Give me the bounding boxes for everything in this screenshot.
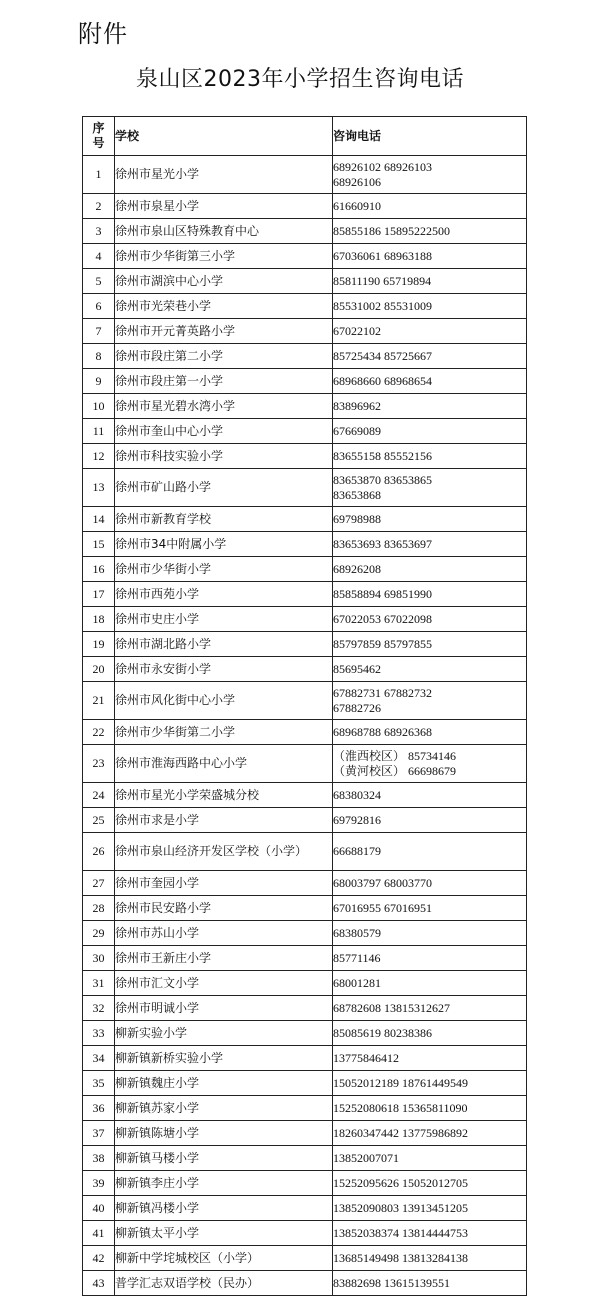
phone-numbers: 85085619 80238386	[333, 1021, 527, 1046]
table-row	[83, 394, 527, 419]
row-number: 30	[83, 946, 115, 971]
table-row	[83, 1096, 527, 1121]
school-name: 徐州市湖滨中心小学	[115, 269, 333, 294]
school-name: 徐州市星光碧水湾小学	[115, 394, 333, 419]
phone-numbers: 67036061 68963188	[333, 244, 527, 269]
row-number: 9	[83, 369, 115, 394]
header-phone: 咨询电话	[333, 117, 527, 156]
school-name: 徐州市汇文小学	[115, 971, 333, 996]
phone-numbers: 13852090803 13913451205	[333, 1196, 527, 1221]
table-row	[83, 1171, 527, 1196]
row-number: 4	[83, 244, 115, 269]
header-seq: 序 号	[83, 117, 115, 156]
table-row	[83, 996, 527, 1021]
table-row	[83, 657, 527, 682]
consultation-phone-table	[82, 116, 527, 1296]
row-number: 23	[83, 745, 115, 783]
table-row	[83, 156, 527, 194]
table-row	[83, 632, 527, 657]
phone-numbers: 85531002 85531009	[333, 294, 527, 319]
table-row	[83, 1271, 527, 1296]
table-row	[83, 971, 527, 996]
table-row	[83, 946, 527, 971]
row-number: 13	[83, 469, 115, 507]
school-name: 徐州市34中附属小学	[115, 532, 333, 557]
phone-numbers: 83655158 85552156	[333, 444, 527, 469]
school-name: 徐州市湖北路小学	[115, 632, 333, 657]
table-row	[83, 783, 527, 808]
table-row	[83, 1121, 527, 1146]
row-number: 15	[83, 532, 115, 557]
school-name: 柳新镇马楼小学	[115, 1146, 333, 1171]
school-name: 徐州市奎园小学	[115, 871, 333, 896]
school-name: 柳新中学垞城校区（小学）	[115, 1246, 333, 1271]
phone-numbers: 68926208	[333, 557, 527, 582]
school-name: 徐州市风化街中心小学	[115, 682, 333, 720]
school-name: 徐州市史庄小学	[115, 607, 333, 632]
phone-numbers: （淮西校区） 85734146 （黄河校区） 66698679	[333, 745, 527, 783]
table-row	[83, 1221, 527, 1246]
row-number: 20	[83, 657, 115, 682]
school-name: 徐州市段庄第一小学	[115, 369, 333, 394]
phone-numbers: 68003797 68003770	[333, 871, 527, 896]
document-title: 泉山区2023年小学招生咨询电话	[136, 67, 464, 92]
phone-numbers: 85858894 69851990	[333, 582, 527, 607]
phone-numbers: 67016955 67016951	[333, 896, 527, 921]
school-name: 柳新镇冯楼小学	[115, 1196, 333, 1221]
school-name: 徐州市王新庄小学	[115, 946, 333, 971]
school-name: 徐州市西苑小学	[115, 582, 333, 607]
school-name: 徐州市少华街第二小学	[115, 720, 333, 745]
school-name: 徐州市求是小学	[115, 808, 333, 833]
row-number: 14	[83, 507, 115, 532]
phone-numbers: 69792816	[333, 808, 527, 833]
phone-numbers: 83653693 83653697	[333, 532, 527, 557]
phone-numbers: 61660910	[333, 194, 527, 219]
row-number: 11	[83, 419, 115, 444]
row-number: 22	[83, 720, 115, 745]
row-number: 10	[83, 394, 115, 419]
row-number: 41	[83, 1221, 115, 1246]
school-name: 柳新镇新桥实验小学	[115, 1046, 333, 1071]
table-row	[83, 833, 527, 871]
row-number: 5	[83, 269, 115, 294]
row-number: 35	[83, 1071, 115, 1096]
row-number: 19	[83, 632, 115, 657]
school-name: 徐州市星光小学	[115, 156, 333, 194]
table-body	[83, 156, 527, 1296]
table-row	[83, 319, 527, 344]
table-row	[83, 219, 527, 244]
row-number: 18	[83, 607, 115, 632]
row-number: 42	[83, 1246, 115, 1271]
school-name: 徐州市少华街第三小学	[115, 244, 333, 269]
table-row	[83, 745, 527, 783]
table-row	[83, 582, 527, 607]
school-name: 徐州市少华街小学	[115, 557, 333, 582]
phone-numbers: 15252095626 15052012705	[333, 1171, 527, 1196]
table-row	[83, 369, 527, 394]
school-name: 徐州市奎山中心小学	[115, 419, 333, 444]
phone-numbers: 83882698 13615139551	[333, 1271, 527, 1296]
table-row	[83, 1071, 527, 1096]
phone-numbers: 69798988	[333, 507, 527, 532]
school-name: 柳新镇苏家小学	[115, 1096, 333, 1121]
table-row	[83, 1246, 527, 1271]
school-name: 柳新镇太平小学	[115, 1221, 333, 1246]
table-row	[83, 444, 527, 469]
school-name: 徐州市泉星小学	[115, 194, 333, 219]
phone-numbers: 15052012189 18761449549	[333, 1071, 527, 1096]
school-name: 柳新镇李庄小学	[115, 1171, 333, 1196]
table-row	[83, 871, 527, 896]
school-name: 柳新镇陈塘小学	[115, 1121, 333, 1146]
table-row	[83, 294, 527, 319]
row-number: 38	[83, 1146, 115, 1171]
table-row	[83, 1146, 527, 1171]
table-row	[83, 532, 527, 557]
table-row	[83, 921, 527, 946]
table-row	[83, 557, 527, 582]
phone-numbers: 85855186 15895222500	[333, 219, 527, 244]
row-number: 37	[83, 1121, 115, 1146]
table-row	[83, 682, 527, 720]
row-number: 31	[83, 971, 115, 996]
attachment-label: 附件	[78, 20, 128, 48]
school-name: 徐州市新教育学校	[115, 507, 333, 532]
table-row	[83, 1046, 527, 1071]
table-row	[83, 808, 527, 833]
row-number: 3	[83, 219, 115, 244]
phone-numbers: 68926102 68926103 68926106	[333, 156, 527, 194]
school-name: 徐州市苏山小学	[115, 921, 333, 946]
phone-numbers: 13685149498 13813284138	[333, 1246, 527, 1271]
phone-numbers: 13775846412	[333, 1046, 527, 1071]
row-number: 32	[83, 996, 115, 1021]
school-name: 柳新镇魏庄小学	[115, 1071, 333, 1096]
row-number: 6	[83, 294, 115, 319]
table-row	[83, 1021, 527, 1046]
phone-numbers: 15252080618 15365811090	[333, 1096, 527, 1121]
row-number: 29	[83, 921, 115, 946]
school-name: 徐州市科技实验小学	[115, 444, 333, 469]
table-row	[83, 1196, 527, 1221]
school-name: 徐州市淮海西路中心小学	[115, 745, 333, 783]
phone-numbers: 13852007071	[333, 1146, 527, 1171]
phone-numbers: 85725434 85725667	[333, 344, 527, 369]
school-name: 柳新实验小学	[115, 1021, 333, 1046]
row-number: 21	[83, 682, 115, 720]
phone-numbers: 68782608 13815312627	[333, 996, 527, 1021]
school-name: 徐州市永安街小学	[115, 657, 333, 682]
phone-numbers: 18260347442 13775986892	[333, 1121, 527, 1146]
row-number: 17	[83, 582, 115, 607]
phone-numbers: 67022053 67022098	[333, 607, 527, 632]
phone-numbers: 85771146	[333, 946, 527, 971]
school-name: 徐州市开元菁英路小学	[115, 319, 333, 344]
school-name: 徐州市明诚小学	[115, 996, 333, 1021]
table-header-row	[83, 117, 527, 156]
phone-numbers: 67022102	[333, 319, 527, 344]
phone-numbers: 67669089	[333, 419, 527, 444]
row-number: 25	[83, 808, 115, 833]
phone-numbers: 83896962	[333, 394, 527, 419]
row-number: 39	[83, 1171, 115, 1196]
table-row	[83, 607, 527, 632]
row-number: 33	[83, 1021, 115, 1046]
school-name: 徐州市光荣巷小学	[115, 294, 333, 319]
row-number: 34	[83, 1046, 115, 1071]
header-school: 学校	[115, 117, 333, 156]
phone-numbers: 85811190 65719894	[333, 269, 527, 294]
phone-numbers: 68968660 68968654	[333, 369, 527, 394]
row-number: 2	[83, 194, 115, 219]
school-name: 徐州市矿山路小学	[115, 469, 333, 507]
row-number: 12	[83, 444, 115, 469]
phone-numbers: 68380579	[333, 921, 527, 946]
table-row	[83, 419, 527, 444]
phone-numbers: 85695462	[333, 657, 527, 682]
phone-numbers: 13852038374 13814444753	[333, 1221, 527, 1246]
phone-numbers: 68968788 68926368	[333, 720, 527, 745]
phone-numbers: 85797859 85797855	[333, 632, 527, 657]
row-number: 16	[83, 557, 115, 582]
table-row	[83, 507, 527, 532]
school-name: 徐州市段庄第二小学	[115, 344, 333, 369]
row-number: 26	[83, 833, 115, 871]
row-number: 7	[83, 319, 115, 344]
school-name: 徐州市泉山区特殊教育中心	[115, 219, 333, 244]
table-row	[83, 344, 527, 369]
school-name: 徐州市民安路小学	[115, 896, 333, 921]
phone-numbers: 68380324	[333, 783, 527, 808]
phone-numbers: 67882731 67882732 67882726	[333, 682, 527, 720]
row-number: 40	[83, 1196, 115, 1221]
row-number: 28	[83, 896, 115, 921]
table-row	[83, 269, 527, 294]
row-number: 36	[83, 1096, 115, 1121]
row-number: 43	[83, 1271, 115, 1296]
table-row	[83, 469, 527, 507]
row-number: 27	[83, 871, 115, 896]
row-number: 24	[83, 783, 115, 808]
table-row	[83, 194, 527, 219]
school-name: 徐州市星光小学荣盛城分校	[115, 783, 333, 808]
phone-numbers: 66688179	[333, 833, 527, 871]
school-name: 普学汇志双语学校（民办）	[115, 1271, 333, 1296]
row-number: 1	[83, 156, 115, 194]
table-row	[83, 244, 527, 269]
phone-numbers: 83653870 83653865 83653868	[333, 469, 527, 507]
table-row	[83, 720, 527, 745]
phone-numbers: 68001281	[333, 971, 527, 996]
school-name: 徐州市泉山经济开发区学校（小学）	[115, 833, 333, 871]
row-number: 8	[83, 344, 115, 369]
table-row	[83, 896, 527, 921]
